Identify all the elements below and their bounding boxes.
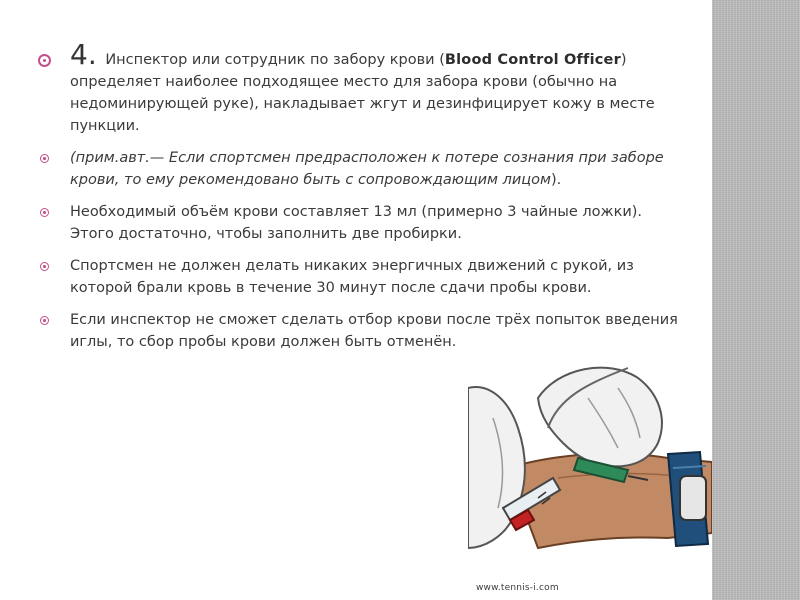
item-text-part: ). [550, 172, 562, 188]
bullet-icon [40, 316, 49, 325]
author-note-text: (прим.авт.— Если спортсмен предрасположен к потере сознания при заборе крови, то ему рекомендовано быть с сопровождающим лицом [70, 150, 664, 188]
item-text: Если инспектор не сможет сделать отбор крови после трёх попыток введения иглы, то сбор пробы крови должен быть отменён. [70, 312, 678, 350]
bullet-icon [40, 208, 49, 217]
item-text: Спортсмен не должен делать никаких энергичных движений с рукой, из которой брали кровь в течение 30 минут после сдачи пробы крови. [70, 258, 634, 296]
item-text: Необходимый объём крови составляет 13 мл (примерно 3 чайные ложки). Этого достаточно, чтобы заполнить две пробирки. [70, 204, 643, 242]
slide-content [40, 40, 680, 363]
bullet-icon [40, 154, 49, 163]
blood-draw-illustration [468, 358, 712, 600]
list-item-4 [40, 255, 680, 299]
item-number: 4. [70, 38, 97, 71]
bullet-icon [40, 262, 49, 271]
image-watermark: www.tennis-i.com [476, 583, 559, 593]
term-text: Blood Control Officer [444, 52, 621, 68]
side-decoration-strip [712, 0, 800, 600]
item-text-part: ) определяет наиболее подходящее место для забора крови (обычно на недоминирующей руке), накладывает жгут и дезинфицирует кожу в месте пункции. [70, 52, 655, 134]
list-item-5 [40, 309, 680, 353]
item-text-part: Инспектор или сотрудник по забору крови ( [100, 52, 445, 68]
list-item-1 [40, 40, 680, 137]
bullet-icon [38, 54, 51, 67]
list-item-3 [40, 201, 680, 245]
list-item-2 [40, 147, 680, 191]
